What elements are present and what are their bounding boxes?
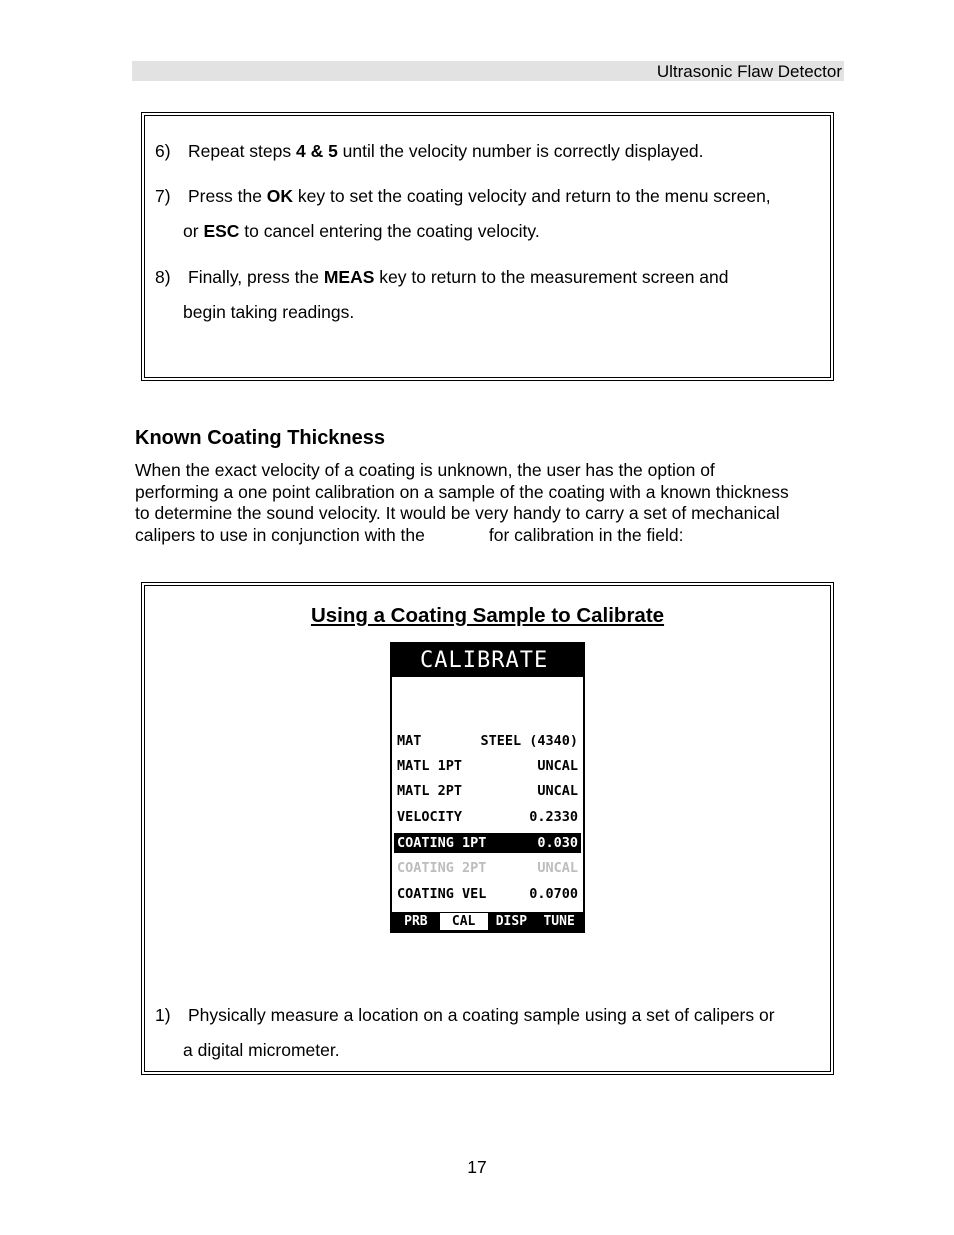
page-number: 17	[467, 1157, 487, 1177]
box-title: Using a Coating Sample to Calibrate	[310, 604, 665, 627]
menu-item-coating-vel[interactable]: COATING VEL 0.0700	[397, 886, 578, 902]
tab-tune[interactable]: TUNE	[543, 914, 575, 929]
menu-item-matl-2pt[interactable]: MATL 2PT UNCAL	[397, 783, 578, 799]
step-6: 6) Repeat steps 4 & 5 until the velocity number is correctly displayed.	[155, 141, 704, 161]
section-paragraph: When the exact velocity of a coating is unknown, the user has the option of performing a one point calibration on a sample of the coating with a known thickness to determine the sound velocity. It would be very handy to carry a set of mechanical calipers to use in conjunction with the for calibration in the field:	[135, 460, 789, 546]
step-1: 1) Physically measure a location on a coating sample using a set of calipers or a digital micrometer.	[155, 1005, 775, 1060]
step-8: 8) Finally, press the MEAS key to return to the measurement screen and begin taking readings.	[155, 267, 729, 322]
menu-item-coating-1pt[interactable]: COATING 1PT 0.030	[394, 833, 581, 853]
screen-menu-bar	[392, 912, 583, 931]
section-title: Known Coating Thickness	[135, 427, 386, 449]
tab-cal[interactable]: CAL	[440, 913, 488, 930]
menu-item-coating-2pt[interactable]: COATING 2PT UNCAL	[397, 860, 578, 876]
screen-title: CALIBRATE	[392, 644, 583, 677]
header-title: Ultrasonic Flaw Detector	[656, 62, 842, 81]
header-bar	[132, 61, 844, 81]
tab-prb[interactable]: PRB	[404, 914, 428, 929]
steps-box	[141, 112, 834, 381]
menu-item-velocity[interactable]: VELOCITY 0.2330	[397, 809, 578, 825]
step-7: 7) Press the OK key to set the coating velocity and return to the menu screen, or ESC to cancel entering the coating velocity.	[155, 186, 771, 241]
tab-disp[interactable]: DISP	[495, 914, 528, 929]
menu-item-mat[interactable]: MAT STEEL (4340)	[397, 733, 578, 749]
menu-item-matl-1pt[interactable]: MATL 1PT UNCAL	[397, 758, 578, 774]
calibrate-screen	[390, 642, 585, 933]
